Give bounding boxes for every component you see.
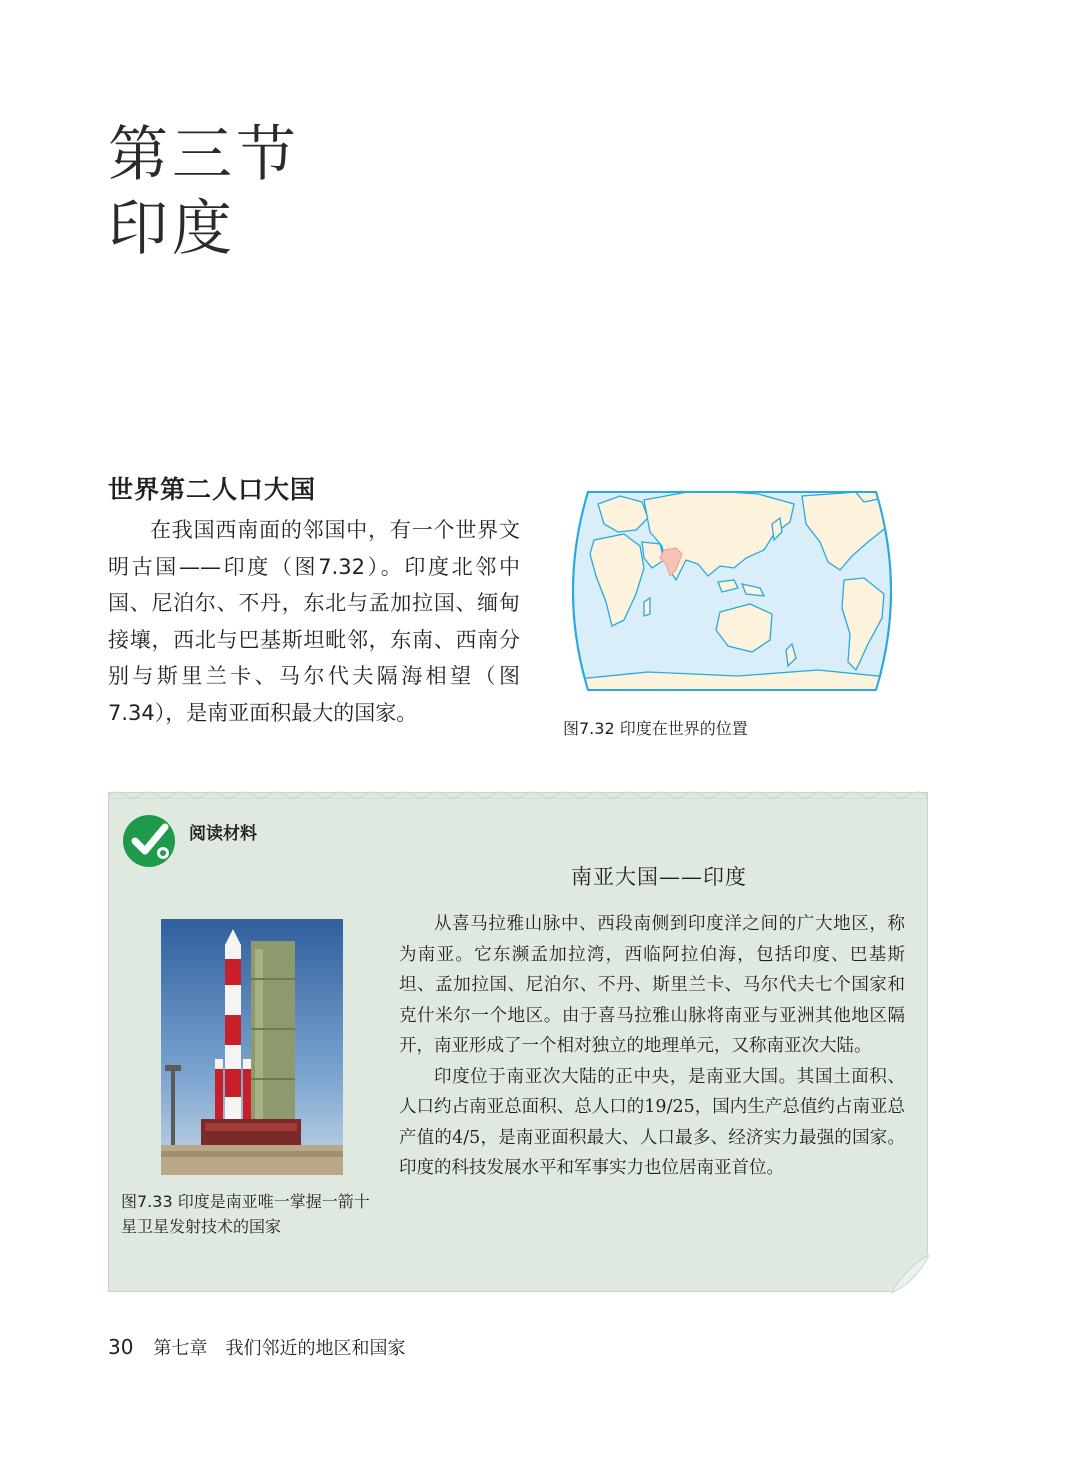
rocket-launch-icon bbox=[161, 919, 343, 1175]
reading-check-icon bbox=[121, 813, 177, 869]
torn-edge-icon bbox=[109, 787, 929, 799]
chapter-title: 我们邻近的地区和国家 bbox=[225, 1338, 406, 1359]
intro-paragraph: 在我国西南面的邻国中，有一个世界文明古国——印度（图7.32）。印度北邻中国、尼泊尔、不丹，东北与孟加拉国、缅甸接壤，西北与巴基斯坦毗邻，东南、西南分别与斯里兰卡、马尔代夫隔海相望（图7.34），是南亚面积最大的国家。 bbox=[108, 518, 520, 725]
reading-paragraph: 从喜马拉雅山脉中、西段南侧到印度洋之间的广大地区，称为南亚。它东濒孟加拉湾，西临阿拉伯海，包括印度、巴基斯坦、孟加拉国、尼泊尔、不丹、斯里兰卡、马尔代夫七个国家和克什米尔一个地区。由于喜马拉雅山脉将南亚与亚洲其他地区隔开，南亚形成了一个相对独立的地理单元，又称南亚次大陆。 bbox=[399, 914, 905, 1056]
figure-7-32-caption: 图7.32 印度在世界的位置 bbox=[563, 719, 748, 738]
world-map-figure bbox=[558, 484, 906, 698]
reading-label: 阅读材料 bbox=[189, 824, 257, 844]
world-map-icon bbox=[558, 484, 906, 698]
section-title bbox=[108, 118, 300, 266]
section-name: 印度 bbox=[108, 194, 236, 264]
reading-material-box bbox=[108, 792, 928, 1292]
reading-text bbox=[399, 909, 905, 1184]
chapter-label: 第七章 bbox=[153, 1338, 208, 1359]
reading-title: 南亚大国——印度 bbox=[571, 865, 747, 889]
reading-paragraph: 印度位于南亚次大陆的正中央，是南亚大国。其国土面积、人口约占南亚总面积、总人口的19/25，国内生产总值约占南亚总产值的4/5，是南亚面积最大、人口最多、经济实力最强的国家。印度的科技发展水平和军事实力也位居南亚首位。 bbox=[399, 1066, 905, 1178]
section-number: 第三节 bbox=[108, 120, 300, 190]
subsection-heading: 世界第二人口大国 bbox=[108, 475, 317, 504]
rocket-photo bbox=[161, 919, 343, 1175]
page-footer bbox=[108, 1334, 405, 1360]
page-curl-icon bbox=[889, 1253, 929, 1293]
figure-7-33-caption: 图7.33 印度是南亚唯一掌握一箭十星卫星发射技术的国家 bbox=[121, 1192, 370, 1236]
page-number: 30 bbox=[108, 1335, 134, 1359]
